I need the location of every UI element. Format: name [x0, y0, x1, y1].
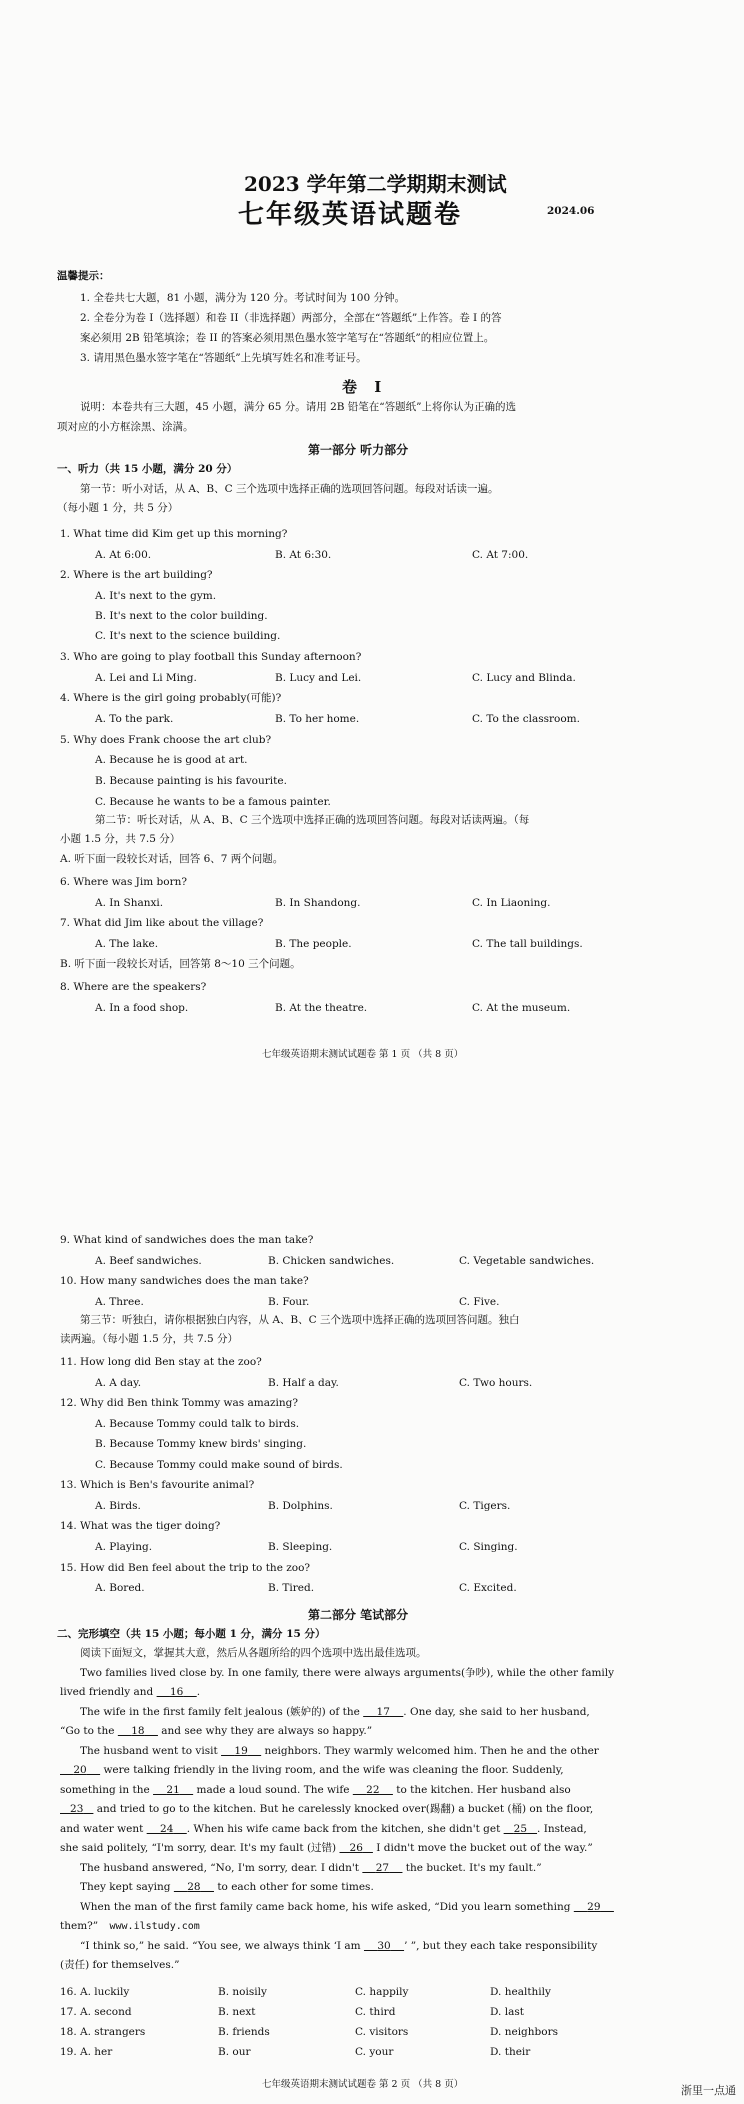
passage-text: and see why they are always so happy.”: [161, 1725, 373, 1737]
option: A. Bored.: [95, 1582, 145, 1594]
passage-text: and water went: [60, 1823, 144, 1835]
blank-number: 27: [375, 1862, 390, 1874]
blank-17: [363, 1706, 403, 1718]
option: 17. A. second: [60, 2006, 132, 2018]
blank-number: 22: [366, 1784, 380, 1796]
volume-note: 项对应的小方框涂黑、涂满。: [57, 421, 194, 433]
question: 6. Where was Jim born?: [60, 876, 187, 888]
option: 19. A. her: [60, 2046, 113, 2058]
corner-watermark: 浙里一点通: [681, 2084, 736, 2097]
question: 15. How did Ben feel about the trip to the zoo?: [60, 1562, 311, 1574]
option: A. Three.: [95, 1296, 144, 1308]
option: C. Singing.: [459, 1541, 518, 1553]
option: A. The lake.: [95, 938, 159, 950]
question: 14. What was the tiger doing?: [60, 1520, 221, 1532]
notice-line: 案必须用 2B 铅笔填涂；卷 II 的答案必须用黑色墨水签字笔写在“答题纸”的相应位置上。: [80, 332, 495, 344]
option: A. Playing.: [95, 1541, 153, 1553]
volume-title: 卷 I: [342, 378, 388, 396]
blank-26: [340, 1842, 373, 1854]
blank-19: [221, 1745, 261, 1757]
option: A. Beef sandwiches.: [95, 1255, 202, 1267]
notice-label: 温馨提示：: [57, 270, 110, 282]
option: A. In a food shop.: [95, 1002, 189, 1014]
notice-line: 2. 全卷分为卷 I（选择题）和卷 II（非选择题）两部分，全部在“答题纸”上作答。卷 I 的答: [80, 312, 502, 324]
page-footer: 七年级英语期末测试试题卷 第 2 页 （共 8 页）: [262, 2079, 464, 2090]
passage-text: When the man of the first family came back home, his wife asked, “Did you learn something: [80, 1901, 571, 1913]
passage-text: neighbors. They warmly welcomed him. Then he and the other: [264, 1745, 599, 1757]
question: 12. Why did Ben think Tommy was amazing?: [60, 1397, 298, 1409]
option: A. At 6:00.: [95, 549, 152, 561]
passage-text: The wife in the first family felt jealous (嫉妒的) of the: [80, 1706, 360, 1718]
option: B. The people.: [275, 938, 352, 950]
blank-28: [174, 1881, 214, 1893]
passage-line: [80, 1745, 599, 1758]
blank-number: 19: [234, 1745, 248, 1757]
option: B. noisily: [218, 1986, 267, 1998]
passage-text: . One day, she said to her husband,: [403, 1706, 590, 1718]
instruction: 第一节：听小对话，从 A、B、C 三个选项中选择正确的选项回答问题。每段对话读一遍。: [80, 483, 499, 495]
page-footer: 七年级英语期末测试试题卷 第 1 页 （共 8 页）: [262, 1049, 464, 1060]
option: C. third: [355, 2006, 396, 2018]
option: A. It's next to the gym.: [95, 590, 217, 602]
option: B. Half a day.: [268, 1377, 339, 1389]
option: C. At 7:00.: [472, 549, 529, 561]
passage-text: The husband answered, “No, I'm sorry, dear. I didn't: [80, 1862, 360, 1874]
option: C. Vegetable sandwiches.: [459, 1255, 595, 1267]
option: C. happily: [355, 1986, 409, 1998]
option: B. Chicken sandwiches.: [268, 1255, 395, 1267]
instruction: 第三节：听独白，请你根据独白内容，从 A、B、C 三个选项中选择正确的选项回答问题。独白: [80, 1314, 520, 1326]
question: 7. What did Jim like about the village?: [60, 917, 264, 929]
blank-number: 18: [131, 1725, 145, 1737]
passage-text: “Go to the: [60, 1725, 115, 1737]
passage-text: I didn't move the bucket out of the way.”: [376, 1842, 593, 1854]
option: C. Because he wants to be a famous painter.: [95, 796, 331, 808]
passage-line: [60, 1764, 564, 1777]
blank-22: [353, 1784, 393, 1796]
option: B. Because Tommy knew birds' singing.: [95, 1438, 307, 1450]
passage-text: . When his wife came back from the kitchen, she didn't get: [186, 1823, 501, 1835]
passage-line: [60, 1803, 593, 1816]
blank-number: 25: [513, 1823, 528, 1835]
option: C. Two hours.: [459, 1377, 533, 1389]
passage-text: . Instead,: [537, 1823, 587, 1835]
blank-20: [60, 1764, 100, 1776]
exam-date: 2024.06: [547, 205, 595, 217]
passage-text: The husband went to visit: [80, 1745, 218, 1757]
option: B. Tired.: [268, 1582, 315, 1594]
option: B. Because painting is his favourite.: [95, 775, 287, 787]
site-watermark: www.ilstudy.com: [109, 1921, 200, 1932]
question-group-heading: 一、听力（共 15 小题，满分 20 分）: [57, 463, 238, 475]
option: C. The tall buildings.: [472, 938, 583, 950]
passage-text: ’ ”, but they each take responsibility: [404, 1940, 598, 1952]
question: 8. Where are the speakers?: [60, 981, 207, 993]
option: B. next: [218, 2006, 256, 2018]
blank-30: [364, 1940, 404, 1952]
option: A. Birds.: [95, 1500, 141, 1512]
question: 11. How long did Ben stay at the zoo?: [60, 1356, 262, 1368]
exam-title-line2: 七年级英语试题卷: [238, 200, 463, 230]
option: B. Lucy and Lei.: [275, 672, 362, 684]
volume-note: 说明：本卷共有三大题，45 小题，满分 65 分。请用 2B 铅笔在“答题纸”上将你认为正确的选: [80, 401, 517, 413]
blank-number: 21: [166, 1784, 180, 1796]
passage-text: They kept saying: [80, 1881, 171, 1893]
blank-16: [157, 1686, 197, 1698]
option: C. visitors: [355, 2026, 409, 2038]
blank-number: 17: [376, 1706, 390, 1718]
passage-text: the bucket. It's my fault.”: [405, 1862, 542, 1874]
blank-number: 16: [169, 1686, 184, 1698]
blank-29: [574, 1901, 614, 1913]
option: B. At 6:30.: [275, 549, 332, 561]
passage-line: [60, 1842, 593, 1855]
notice-line: 1. 全卷共七大题，81 小题，满分为 120 分。考试时间为 100 分钟。: [80, 292, 405, 304]
option: C. your: [355, 2046, 394, 2058]
option: A. In Shanxi.: [95, 897, 164, 909]
passage-line: lived friendly and 16 .: [60, 1686, 201, 1698]
option: C. Tigers.: [459, 1500, 511, 1512]
option: C. It's next to the science building.: [95, 630, 281, 642]
blank-25: [504, 1823, 537, 1835]
option: C. Lucy and Blinda.: [472, 672, 576, 684]
passage-line: Two families lived close by. In one family, there were always arguments(争吵), while the other family: [80, 1667, 615, 1679]
blank-24: [147, 1823, 187, 1835]
passage-line: [80, 1862, 542, 1875]
blank-number: 29: [587, 1901, 601, 1913]
option: 18. A. strangers: [60, 2026, 146, 2038]
question-group-heading: 二、完形填空（共 15 小题；每小题 1 分，满分 15 分）: [57, 1628, 326, 1640]
instruction: （每小题 1 分，共 5 分）: [57, 502, 179, 514]
option: A. Because he is good at art.: [95, 754, 248, 766]
question: 13. Which is Ben's favourite animal?: [60, 1479, 255, 1491]
blank-number: 28: [187, 1881, 201, 1893]
option: D. neighbors: [490, 2026, 558, 2038]
section-title: 第一部分 听力部分: [308, 443, 409, 457]
section-title: 第二部分 笔试部分: [308, 1608, 409, 1622]
option: A. Lei and Li Ming.: [95, 672, 197, 684]
option: C. Because Tommy could make sound of birds.: [95, 1459, 343, 1471]
question: 1. What time did Kim get up this morning?: [60, 528, 288, 540]
question: 10. How many sandwiches does the man take?: [60, 1275, 309, 1287]
option: A. A day.: [95, 1377, 142, 1389]
instruction: 阅读下面短文，掌握其大意，然后从各题所给的四个选项中选出最佳选项。: [80, 1647, 427, 1659]
option: B. our: [218, 2046, 251, 2058]
option: A. To the park.: [95, 713, 174, 725]
passage-line: [60, 1725, 372, 1738]
option: B. friends: [218, 2026, 270, 2038]
passage-text: were talking friendly in the living room, and the wife was cleaning the floor. Suddenly,: [103, 1764, 564, 1776]
group-instruction: A. 听下面一段较长对话，回答 6、7 两个问题。: [60, 853, 284, 865]
passage-text: “I think so,” he said. “You see, we always think ‘I am: [80, 1940, 361, 1952]
blank-21: [153, 1784, 193, 1796]
passage-text: to the kitchen. Her husband also: [396, 1784, 571, 1796]
passage-line: (责任) for themselves.”: [60, 1959, 180, 1971]
option: C. In Liaoning.: [472, 897, 551, 909]
question: 5. Why does Frank choose the art club?: [60, 734, 272, 746]
option: B. To her home.: [275, 713, 360, 725]
blank-23: [60, 1803, 93, 1815]
passage-line: [80, 1940, 597, 1953]
option: B. At the theatre.: [275, 1002, 368, 1014]
blank-number: 26: [349, 1842, 363, 1854]
passage-text: to each other for some times.: [217, 1881, 374, 1893]
option: A. Because Tommy could talk to birds.: [95, 1418, 300, 1430]
passage-line: [80, 1706, 590, 1719]
blank-number: 20: [73, 1764, 87, 1776]
passage-line: [80, 1881, 374, 1894]
option: 16. A. luckily: [60, 1986, 130, 1998]
passage-text: something in the: [60, 1784, 150, 1796]
option: D. their: [490, 2046, 531, 2058]
passage-text: lived friendly and: [60, 1686, 154, 1698]
option: C. To the classroom.: [472, 713, 580, 725]
blank-number: 30: [377, 1940, 391, 1952]
instruction: 小题 1.5 分，共 7.5 分）: [60, 833, 181, 845]
question: 9. What kind of sandwiches does the man take?: [60, 1234, 314, 1246]
passage-line: [80, 1901, 614, 1914]
question: 3. Who are going to play football this Sunday afternoon?: [60, 651, 362, 663]
passage-line: [60, 1784, 571, 1797]
option: C. Excited.: [459, 1582, 517, 1594]
passage-text: them?”: [60, 1920, 99, 1932]
option: D. last: [490, 2006, 524, 2018]
blank-number: 23: [70, 1803, 84, 1815]
instruction: 读两遍。（每小题 1.5 分，共 7.5 分）: [60, 1333, 238, 1345]
exam-title-line1: 2023 学年第二学期期末测试: [244, 172, 507, 196]
option: C. At the museum.: [472, 1002, 571, 1014]
passage-line: [60, 1823, 587, 1836]
passage-text: and tried to go to the kitchen. But he carelessly knocked over(踢翻) a bucket (桶) on the floor,: [96, 1803, 594, 1815]
blank-27: [362, 1862, 402, 1874]
passage-text: she said politely, “I'm sorry, dear. It's my fault (过错): [60, 1842, 337, 1854]
instruction: 第二节：听长对话，从 A、B、C 三个选项中选择正确的选项回答问题。每段对话读两遍。（每: [95, 814, 530, 826]
question: 2. Where is the art building?: [60, 569, 213, 581]
option: B. Dolphins.: [268, 1500, 333, 1512]
option: B. In Shandong.: [275, 897, 361, 909]
blank-18: [118, 1725, 158, 1737]
passage-line: [60, 1920, 200, 1933]
option: B. It's next to the color building.: [95, 610, 268, 622]
passage-text: made a loud sound. The wife: [196, 1784, 350, 1796]
option: B. Sleeping.: [268, 1541, 333, 1553]
option: C. Five.: [459, 1296, 500, 1308]
notice-line: 3. 请用黑色墨水签字笔在“答题纸”上先填写姓名和准考证号。: [80, 352, 367, 364]
option: B. Four.: [268, 1296, 310, 1308]
group-instruction: B. 听下面一段较长对话，回答第 8～10 三个问题。: [60, 958, 301, 970]
blank-number: 24: [160, 1823, 174, 1835]
question: 4. Where is the girl going probably(可能)?: [60, 692, 282, 704]
option: D. healthily: [490, 1986, 551, 1998]
